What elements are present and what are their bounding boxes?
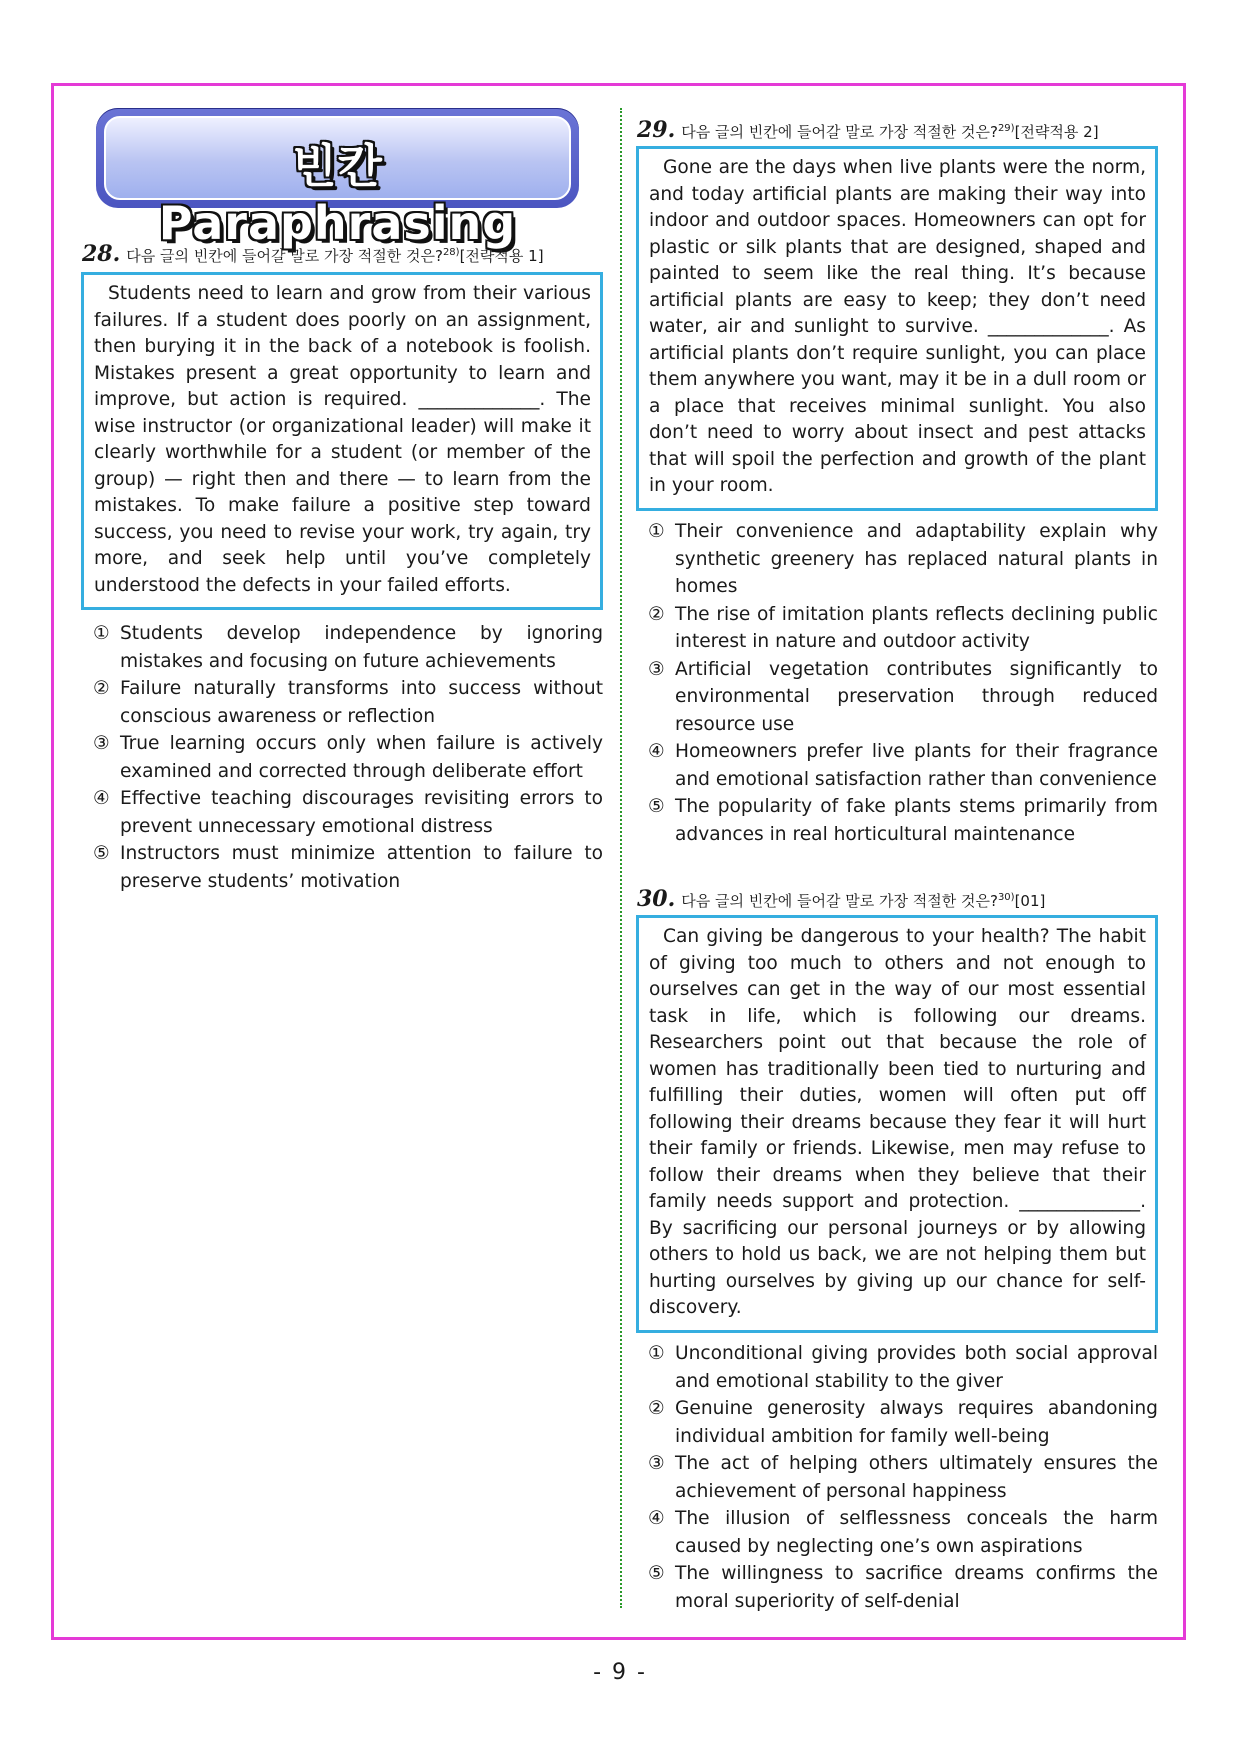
question-footnote: 28) [442,247,460,258]
choice-list [648,518,1158,848]
passage-text: Students need to learn and grow from their various failures. If a student does poorly on an assignment, then burying it in the back of a notebook is foolish. Mistakes present a great opportunity to learn and improve, but action is required. _____________. The wise instructor (or organizational leader) will make it clearly worthwhile for a student (or member of the group) — right then and there — to learn from the mistakes. To make failure a positive step toward success, you need to revise your work, try again, try more, and seek help until you’ve completely understood the defects in your failed efforts. [94,283,591,596]
choice-number: ③ [93,733,110,754]
question-header [637,886,1045,912]
choice-text: The popularity of fake plants stems primarily from advances in real horticultural maintenance [675,796,1158,845]
choice-number: ⑤ [648,796,665,817]
choice-number: ③ [648,658,665,680]
question-number: 29. [637,117,676,143]
choice-text: Failure naturally transforms into success without conscious awareness or reflection [120,678,603,727]
choice-number: ⑤ [648,1563,665,1584]
choice-item[interactable] [648,793,1158,848]
choice-item[interactable] [648,656,1158,739]
choice-text: The act of helping others ultimately ensures the achievement of personal happiness [675,1453,1158,1502]
choice-text: Effective teaching discourages revisiting errors to prevent unnecessary emotional distress [120,788,603,837]
choice-text: The willingness to sacrifice dreams confirms the moral superiority of self-denial [675,1563,1158,1612]
choice-number: ③ [648,1453,665,1474]
section-title: 빈칸 Paraphrasing [158,139,517,250]
choice-text: Unconditional giving provides both social approval and emotional stability to the giver [675,1343,1158,1392]
question-tag: [전략적용 2] [1014,123,1099,141]
choice-item[interactable] [93,785,603,840]
choice-number: ④ [93,788,110,809]
choice-number: ⑤ [93,843,110,864]
choice-number: ④ [648,1508,665,1529]
choice-text: True learning occurs only when failure is actively examined and corrected through deliberate effort [120,733,603,782]
choice-item[interactable] [648,1450,1158,1505]
question-prompt: 다음 글의 빈칸에 들어갈 말로 가장 적절한 것은? [681,892,998,910]
choice-number: ② [648,603,665,625]
choice-text: Homeowners prefer live plants for their fragrance and emotional satisfaction rather than convenience [675,741,1158,790]
question-footnote: 30) [997,892,1015,903]
question-footnote: 29) [997,123,1015,134]
choice-item[interactable] [93,620,603,675]
choice-list [93,620,603,895]
page-number: - 9 - [593,1660,647,1685]
choice-item[interactable] [648,738,1158,793]
choice-item[interactable] [648,1560,1158,1615]
question-tag: [01] [1014,892,1046,910]
choice-item[interactable] [648,1395,1158,1450]
choice-number: ② [93,678,110,699]
question-number: 28. [82,241,121,267]
question-header [637,117,1099,143]
choice-list [648,1340,1158,1615]
choice-number: ① [648,521,665,542]
question-number: 30. [637,886,676,912]
passage-box [636,915,1158,1333]
choice-text: Artificial vegetation contributes significantly to environmental preservation through reduced resource use [675,658,1158,735]
choice-text: The illusion of selflessness conceals the harm caused by neglecting one’s own aspirations [675,1508,1158,1557]
choice-text: Instructors must minimize attention to failure to preserve students’ motivation [120,843,603,892]
choice-item[interactable] [648,518,1158,601]
choice-item[interactable] [648,1505,1158,1560]
passage-box [81,272,603,610]
choice-item[interactable] [648,601,1158,656]
passage-text: Can giving be dangerous to your health? The habit of giving too much to others and not enough to ourselves can get in the way of our most essential task in life, which is following our dreams. Researchers point out that because the role of women has traditionally been tied to nurturing and fulfilling their duties, women will often put off following their dreams because they fear it will hurt their family or friends. Likewise, men may refuse to follow their dreams when they believe that their family needs support and protection. _____________. By sacrificing our personal journeys or by allowing others to hold us back, we are not helping them but hurting ourselves by giving up our chance for self-discovery. [649,926,1146,1318]
section-banner-inner [104,116,571,250]
choice-text: Students develop independence by ignoring mistakes and focusing on future achievements [120,623,603,672]
choice-item[interactable] [93,675,603,730]
choice-number: ① [648,1343,665,1364]
question-prompt: 다음 글의 빈칸에 들어갈 말로 가장 적절한 것은? [126,247,443,265]
column-divider [620,108,622,1608]
choice-number: ① [93,623,110,644]
choice-number: ② [648,1398,665,1419]
choice-item[interactable] [648,1340,1158,1395]
choice-item[interactable] [93,840,603,895]
question-header [82,241,544,267]
question-prompt: 다음 글의 빈칸에 들어갈 말로 가장 적절한 것은? [681,123,998,141]
section-banner [96,108,579,250]
passage-box [636,146,1158,511]
passage-text: Gone are the days when live plants were the norm, and today artificial plants are making their way into indoor and outdoor spaces. Homeowners can opt for plastic or silk plants that are designed, shaped and painted to seem like the real thing. It’s because artificial plants are easy to keep; they don’t need water, air and sunlight to survive. _____________. As artificial plants don’t require sunlight, you can place them anywhere you want, may it be in a dull room or a place that receives minimal sunlight. You also don’t need to worry about insect and pest attacks that will spoil the perfection and growth of the plant in your room. [649,157,1146,496]
choice-text: Their convenience and adaptability explain why synthetic greenery has replaced natural plants in homes [675,521,1158,597]
choice-text: The rise of imitation plants reflects declining public interest in nature and outdoor activity [675,603,1158,652]
question-tag: [전략적용 1] [459,247,544,265]
choice-number: ④ [648,741,665,762]
choice-text: Genuine generosity always requires abandoning individual ambition for family well-being [675,1398,1158,1447]
choice-item[interactable] [93,730,603,785]
